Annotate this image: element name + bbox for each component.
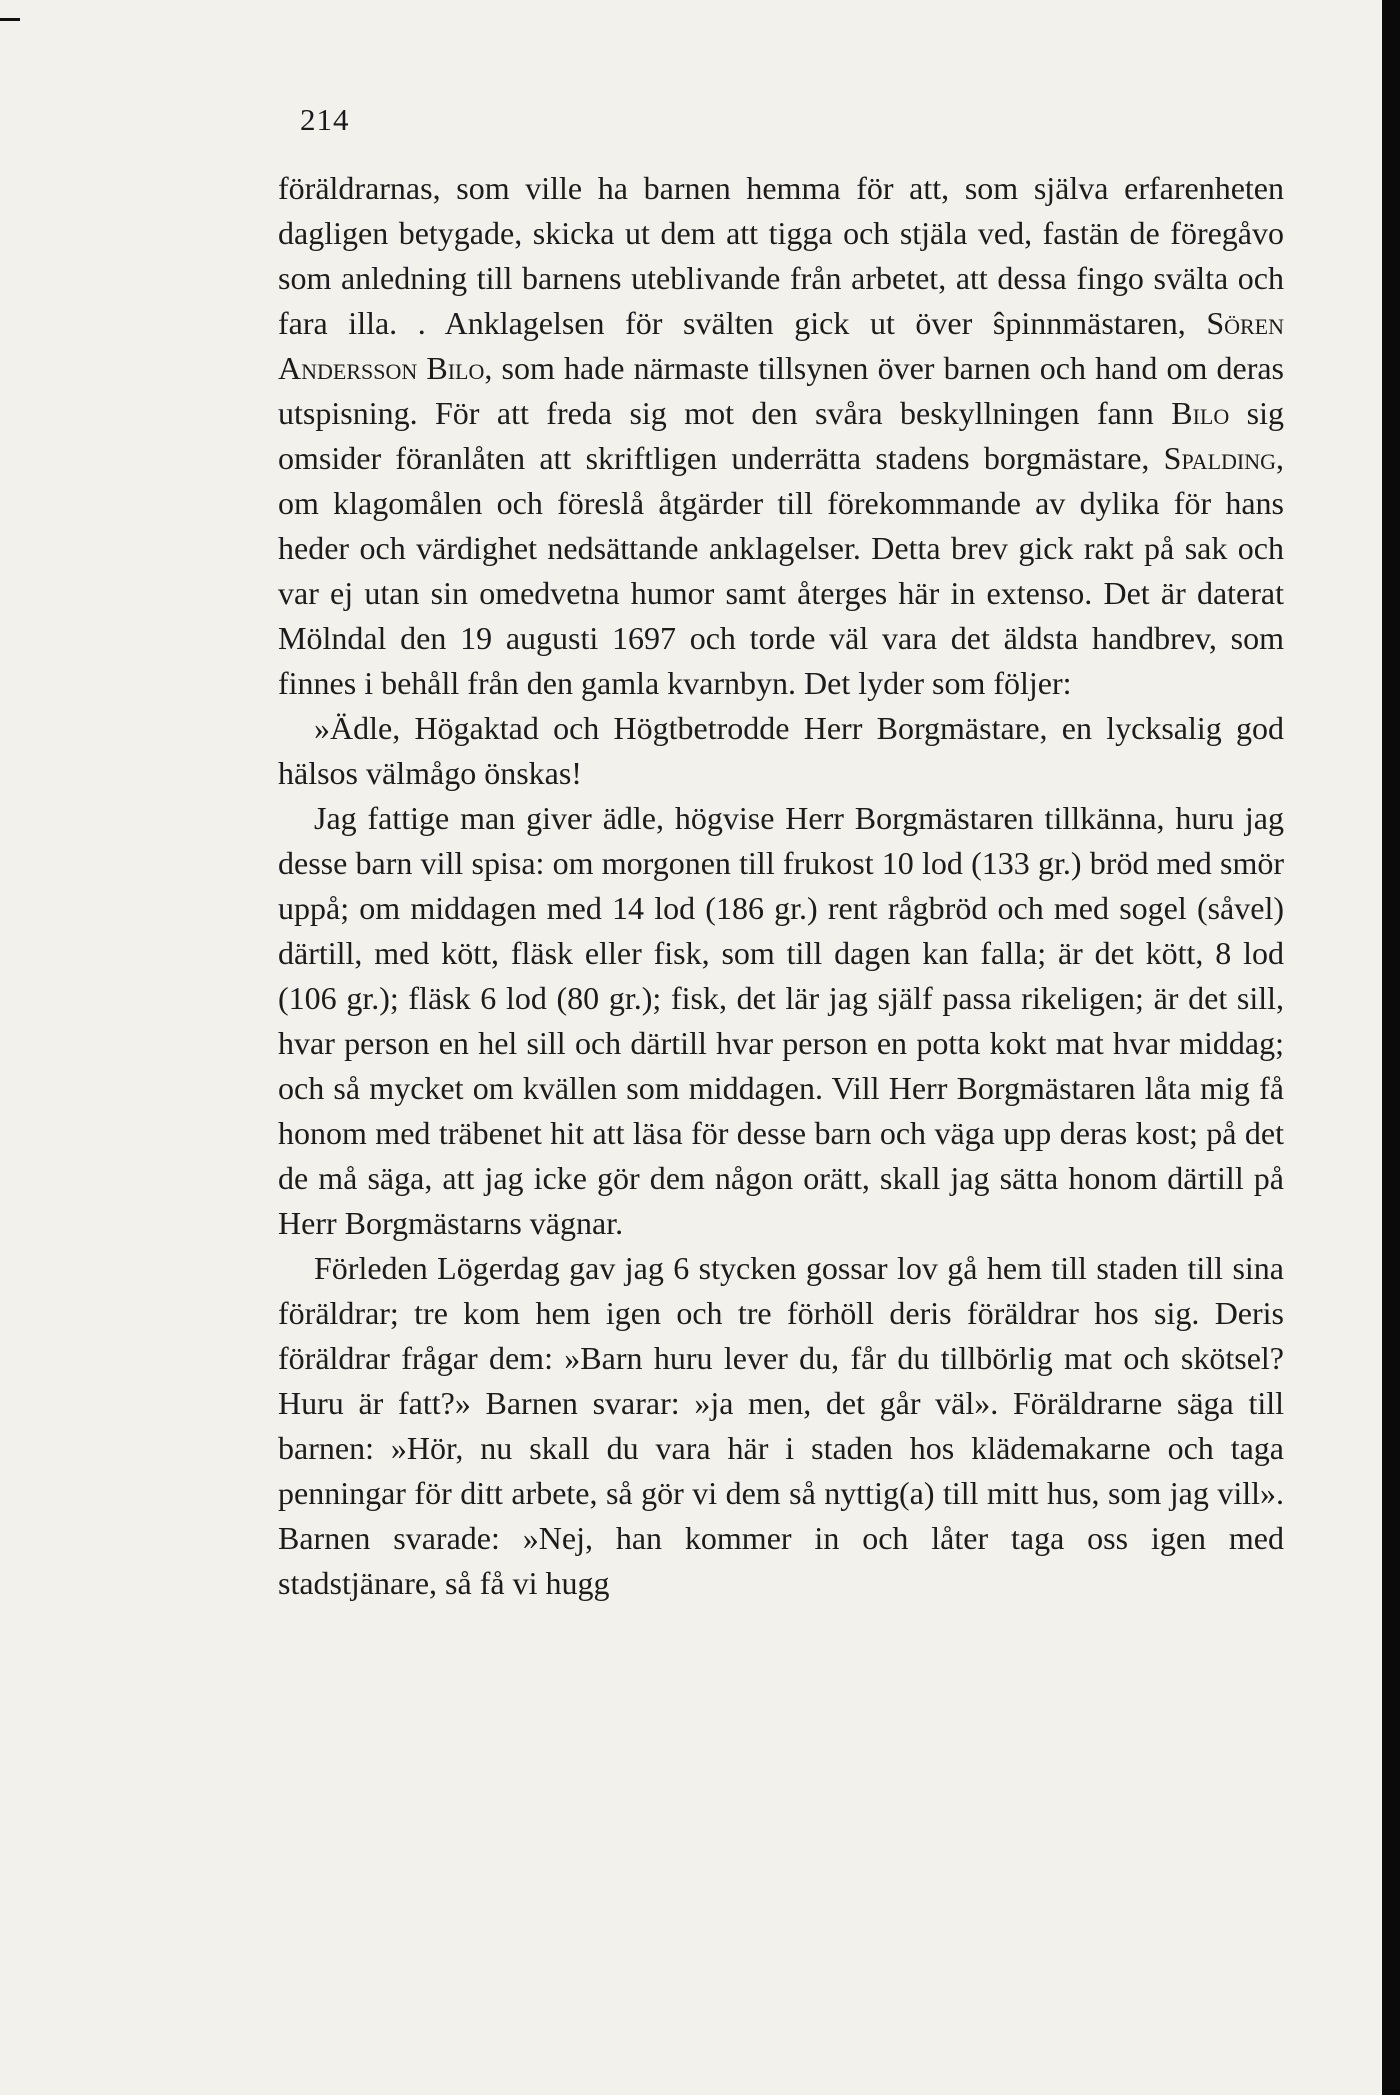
text-segment: Förleden Lögerdag gav jag 6 stycken gossar lov gå hem till staden till sina föräldrar; tre kom hem igen och tre förhöll deris föräldrar hos sig. Deris föräldrar frågar dem: »Barn huru lever du, får du tillbörlig mat och skötsel? Huru är fatt?» Barnen svarar: »ja men, det går väl». Föräldrarne säga till barnen: »Hör, nu skall du vara här i staden hos klädemakarne och taga penningar för ditt arbete, så gör vi dem så nyttig(a) till mitt hus, som jag vill». Barnen svarade: »Nej, han kommer in och låter taga oss igen med stadstjänare, så få vi hugg (278, 1250, 1284, 1601)
paragraph (278, 796, 1284, 1246)
scan-corner-mark (0, 18, 20, 21)
paragraph (278, 706, 1284, 796)
person-name: Bilo (1171, 395, 1230, 431)
page-number: 214 (300, 102, 350, 137)
person-name: Spalding (1163, 440, 1276, 476)
person-name: Sören Andersson Bilo (278, 305, 1284, 386)
scan-edge (1382, 0, 1400, 2095)
body-text (278, 166, 1284, 1606)
text-segment: , som hade närmaste tillsynen över barnen och hand om deras utspisning. För att freda sig mot den svåra beskyllningen fann (278, 350, 1284, 431)
text-segment: »Ädle, Högaktad och Högtbetrodde Herr Borgmästare, en lycksalig god hälsos välmågo önskas! (278, 710, 1284, 791)
paragraph (278, 166, 1284, 706)
text-segment: föräldrarnas, som ville ha barnen hemma för att, som själva erfarenheten dagligen betygade, skicka ut dem att tigga och stjäla ved, fastän de föregåvo som anledning till barnens uteblivande från arbetet, att dessa fingo svälta och fara illa. . Anklagelsen för svälten gick ut över ŝpinnmästaren, (278, 170, 1284, 341)
text-segment: Jag fattige man giver ädle, högvise Herr Borgmästaren tillkänna, huru jag desse barn vill spisa: om morgonen till frukost 10 lod (133 gr.) bröd med smör uppå; om middagen med 14 lod (186 gr.) rent rågbröd och med sogel (såvel) därtill, med kött, fläsk eller fisk, som till dagen kan falla; är det kött, 8 lod (106 gr.); fläsk 6 lod (80 gr.); fisk, det lär jag själf passa rikeligen; är det sill, hvar person en hel sill och därtill hvar person en potta kokt mat hvar middag; och så mycket om kvällen som middagen. Vill Herr Borgmästaren låta mig få honom med träbenet hit att läsa för desse barn och väga upp deras kost; på det de må säga, att jag icke gör dem någon orätt, skall jag sätta honom därtill på Herr Borgmästarns vägnar. (278, 800, 1284, 1241)
text-segment: sig omsider föranlåten att skriftligen underrätta stadens borgmästare, (278, 395, 1285, 476)
paragraph (278, 1246, 1284, 1606)
text-segment: , om klagomålen och föreslå åtgärder till förekommande av dylika för hans heder och värdighet nedsättande anklagelser. Detta brev gick rakt på sak och var ej utan sin omedvetna humor samt återges här in extenso. Det är daterat Mölndal den 19 augusti 1697 och torde väl vara det äldsta handbrev, som finnes i behåll från den gamla kvarnbyn. Det lyder som följer: (278, 440, 1284, 701)
